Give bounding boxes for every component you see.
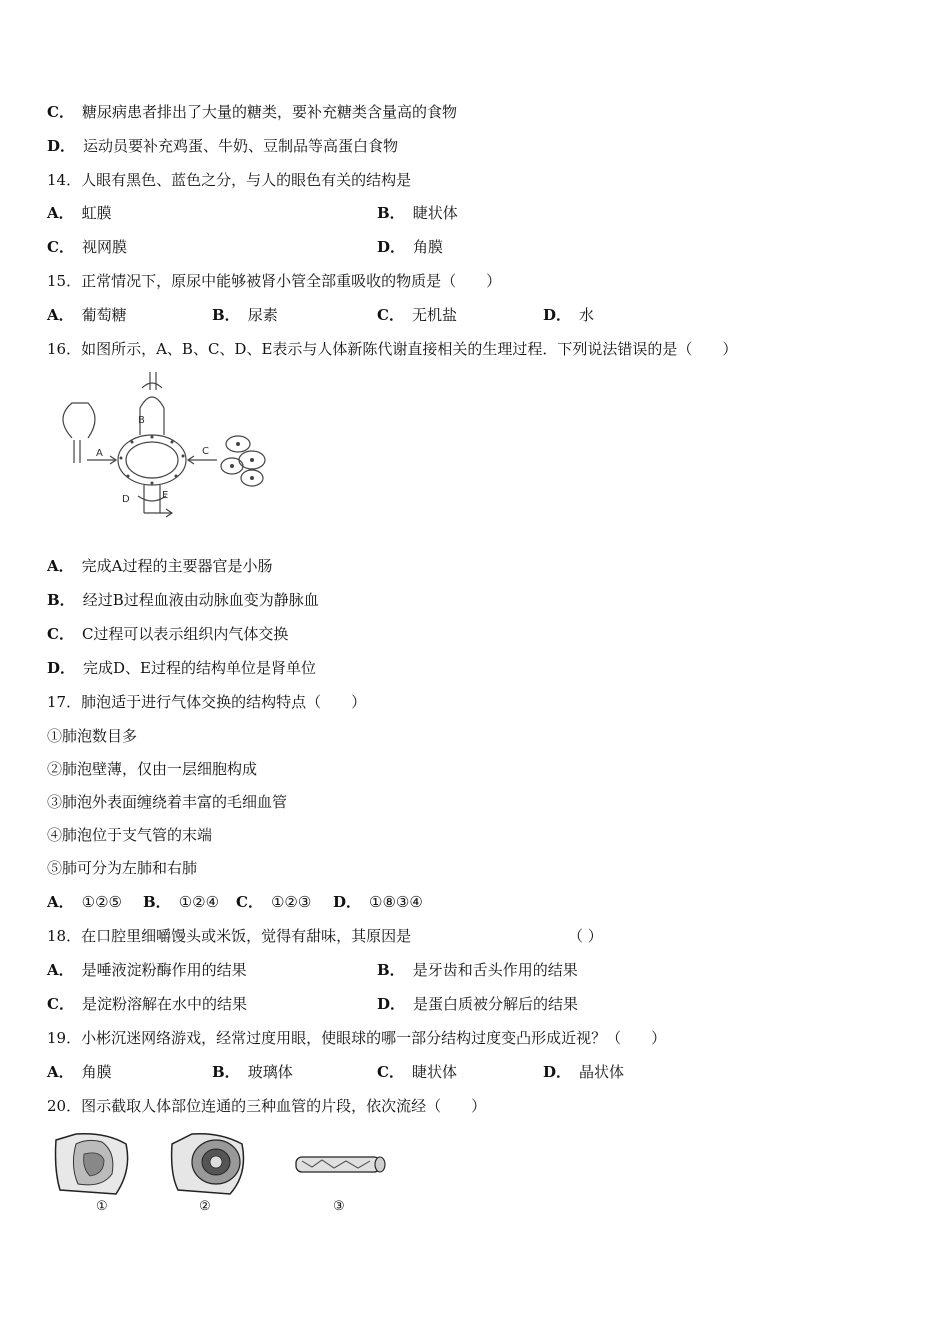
q17-item: ②肺泡壁薄，仅由一层细胞构成 (47, 760, 258, 778)
q14-option-c: C． 视网膜 (47, 238, 127, 256)
q19-option-d: D． 晶状体 (543, 1063, 625, 1081)
q17-item: ④肺泡位于支气管的末端 (47, 826, 213, 844)
q14-option-d: D． 角膜 (377, 238, 444, 256)
q13-option-d: D． 运动员要补充鸡蛋、牛奶、豆制品等高蛋白食物 (47, 137, 399, 155)
q19-option-b: B． 玻璃体 (212, 1063, 293, 1081)
q17-option-a: A． ①②⑤ (47, 893, 122, 911)
q15-option-d: D． 水 (543, 306, 595, 324)
q19-option-a: A． 角膜 (47, 1063, 112, 1081)
vessel-figure-3 (292, 1152, 388, 1178)
label-a: A (96, 448, 103, 459)
label-b: B (138, 415, 145, 426)
q20-stem: 20．图示截取人体部位连通的三种血管的片段，依次流经（ ） (47, 1097, 487, 1115)
label-c: C (202, 446, 209, 457)
vessel-caption-1: ① (96, 1199, 108, 1214)
q14-option-a: A． 虹膜 (47, 204, 112, 222)
q17-option-b: B． ①②④ (143, 893, 220, 911)
q15-option-a: A． 葡萄糖 (47, 306, 127, 324)
q16-option-a: A． 完成A过程的主要器官是小肠 (47, 557, 273, 575)
q18-stem: 18．在口腔里细嚼馒头或米饭，觉得有甜味，其原因是 (47, 927, 412, 945)
label-e: E (162, 490, 169, 501)
q14-option-b: B． 睫状体 (377, 204, 458, 222)
vessel-figure-1 (46, 1130, 136, 1198)
q18-option-c: C． 是淀粉溶解在水中的结果 (47, 995, 247, 1013)
q14-stem: 14．人眼有黑色、蓝色之分，与人的眼色有关的结构是 (47, 171, 412, 189)
vessel-caption-3: ③ (333, 1199, 345, 1214)
q16-stem: 16．如图所示，A、B、C、D、E表示与人体新陈代谢直接相关的生理过程．下列说法错误的是（ ） (47, 340, 738, 358)
q16-option-b: B． 经过B过程血液由动脉血变为静脉血 (47, 591, 319, 609)
q16-option-d: D． 完成D、E过程的结构单位是肾单位 (47, 659, 316, 677)
q17-stem: 17．肺泡适于进行气体交换的结构特点（ ） (47, 693, 367, 711)
q18-option-b: B． 是牙齿和舌头作用的结果 (377, 961, 578, 979)
metabolism-diagram (52, 368, 292, 518)
q18-option-d: D． 是蛋白质被分解后的结果 (377, 995, 579, 1013)
q17-option-d: D． ①⑧③④ (333, 893, 423, 911)
q17-item: ⑤肺可分为左肺和右肺 (47, 859, 198, 877)
q16-option-c: C． C过程可以表示组织内气体交换 (47, 625, 289, 643)
q15-stem: 15．正常情况下，原尿中能够被肾小管全部重吸收的物质是（ ） (47, 272, 502, 290)
q19-option-c: C． 睫状体 (377, 1063, 457, 1081)
q18-answer-paren: （ ） (568, 927, 603, 945)
q19-stem: 19．小彬沉迷网络游戏，经常过度用眼，使眼球的哪一部分结构过度变凸形成近视？（ ） (47, 1029, 667, 1047)
q15-option-c: C． 无机盐 (377, 306, 457, 324)
q13-option-c: C． 糖尿病患者排出了大量的糖类，要补充糖类含量高的食物 (47, 103, 457, 121)
q18-option-a: A． 是唾液淀粉酶作用的结果 (47, 961, 247, 979)
q17-item: ③肺泡外表面缠绕着丰富的毛细血管 (47, 793, 288, 811)
vessel-caption-2: ② (199, 1199, 211, 1214)
q17-item: ①肺泡数目多 (47, 727, 138, 745)
q17-option-c: C． ①②③ (236, 893, 312, 911)
vessel-figure-2 (164, 1130, 254, 1198)
label-d: D (122, 494, 130, 505)
q15-option-b: B． 尿素 (212, 306, 278, 324)
